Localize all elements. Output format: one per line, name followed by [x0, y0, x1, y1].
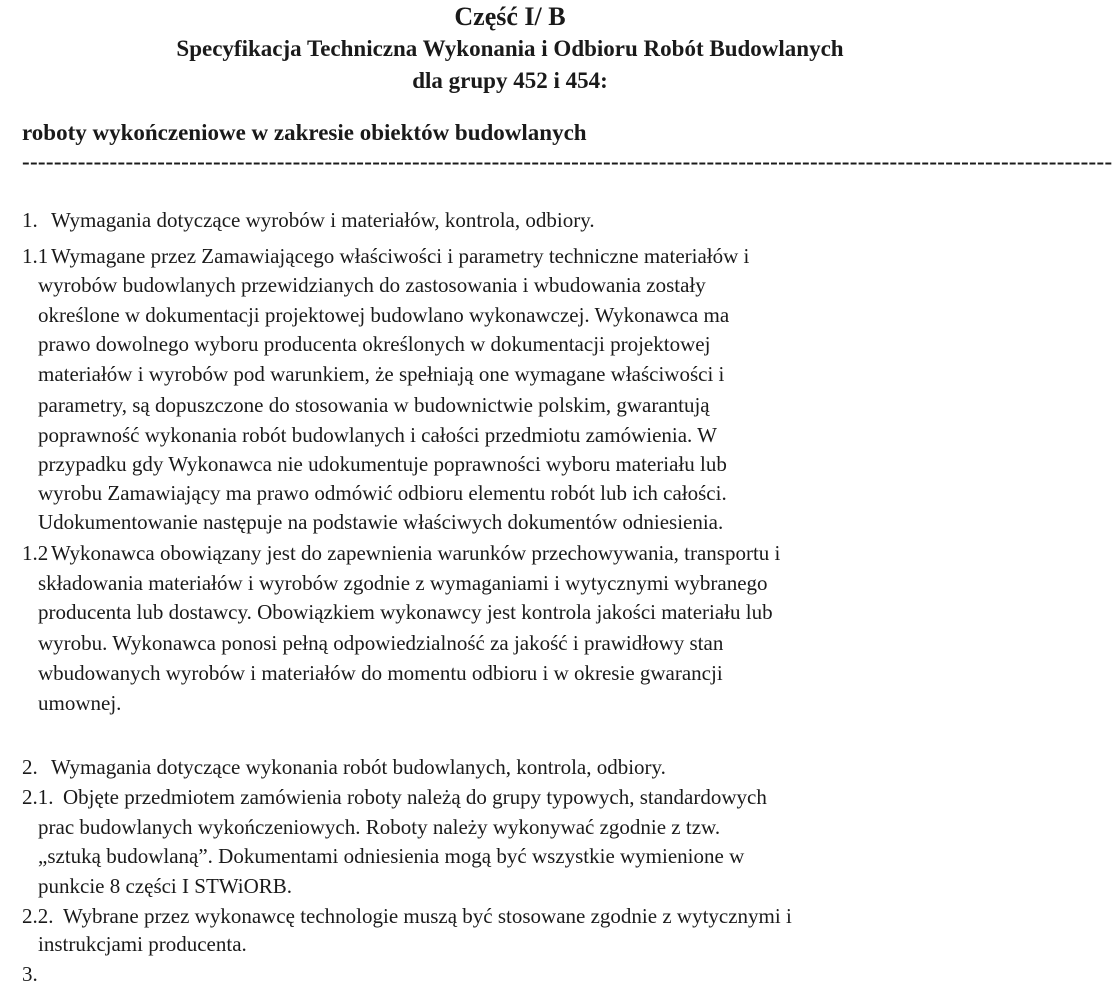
subject-line: roboty wykończeniowe w zakresie obiektów budowlanych: [22, 120, 587, 145]
group-line: dla grupy 452 i 454:: [412, 68, 608, 93]
paragraph-2-1-number: 2.1.: [22, 785, 54, 809]
paragraph-1-1-line: wyrobów budowlanych przewidzianych do zastosowania i wbudowania zostały: [38, 273, 706, 297]
paragraph-1-1-line: przypadku gdy Wykonawca nie udokumentuje poprawności wyboru materiału lub: [38, 452, 727, 476]
paragraph-2-1-line: „sztuką budowlaną”. Dokumentami odniesienia mogą być wszystkie wymienione w: [38, 844, 745, 868]
paragraph-1-2-line: umownej.: [38, 691, 122, 715]
paragraph-1-2-line: wyrobu. Wykonawca ponosi pełną odpowiedzialność za jakość i prawidłowy stan: [38, 631, 724, 655]
paragraph-2-2-line: Wybrane przez wykonawcę technologie muszą być stosowane zgodnie z wytycznymi i: [63, 904, 792, 928]
separator-line: -----------------------------------------------------------------------------------------------------------------------------------------: [22, 149, 1112, 174]
document-title: Specyfikacja Techniczna Wykonania i Odbioru Robót Budowlanych: [176, 36, 844, 61]
section-1-number: 1.: [22, 208, 38, 232]
paragraph-1-1-line: poprawność wykonania robót budowlanych i całości przedmiotu zamówienia. W: [38, 423, 718, 447]
paragraph-1-2-line: wbudowanych wyrobów i materiałów do momentu odbioru i w okresie gwarancji: [38, 661, 723, 685]
paragraph-1-2-line: producenta lub dostawcy. Obowiązkiem wykonawcy jest kontrola jakości materiału lub: [38, 600, 773, 624]
paragraph-1-1-line: określone w dokumentacji projektowej budowlano wykonawczej. Wykonawca ma: [38, 303, 730, 327]
section-3-number: 3.: [22, 962, 38, 986]
paragraph-1-2-number: 1.2: [22, 541, 49, 565]
paragraph-1-1-line: parametry, są dopuszczone do stosowania w budownictwie polskim, gwarantują: [38, 393, 710, 417]
paragraph-2-1-line: prac budowlanych wykończeniowych. Roboty należy wykonywać zgodnie z tzw.: [38, 815, 721, 839]
section-1-heading: Wymagania dotyczące wyrobów i materiałów, kontrola, odbiory.: [51, 208, 595, 232]
section-2-number: 2.: [22, 755, 38, 779]
paragraph-1-1-line: prawo dowolnego wyboru producenta określonych w dokumentacji projektowej: [38, 332, 711, 356]
section-2-heading: Wymagania dotyczące wykonania robót budowlanych, kontrola, odbiory.: [51, 755, 666, 779]
paragraph-1-1-line: materiałów i wyrobów pod warunkiem, że spełniają one wymagane właściwości i: [38, 362, 725, 386]
paragraph-1-1-line: wyrobu Zamawiający ma prawo odmówić odbioru elementu robót lub ich całości.: [38, 481, 727, 505]
paragraph-1-1-line: Udokumentowanie następuje na podstawie właściwych dokumentów odniesienia.: [38, 510, 724, 534]
paragraph-2-1-line: Objęte przedmiotem zamówienia roboty należą do grupy typowych, standardowych: [63, 785, 767, 809]
paragraph-2-2-line: instrukcjami producenta.: [38, 932, 247, 956]
paragraph-2-1-line: punkcie 8 części I STWiORB.: [38, 874, 293, 898]
paragraph-1-1-number: 1.1: [22, 244, 49, 268]
paragraph-2-2-number: 2.2.: [22, 904, 54, 928]
paragraph-1-1-line: Wymagane przez Zamawiającego właściwości i parametry techniczne materiałów i: [51, 244, 750, 268]
part-title: Część I/ B: [454, 2, 566, 31]
paragraph-1-2-line: składowania materiałów i wyrobów zgodnie z wymaganiami i wytycznymi wybranego: [38, 571, 768, 595]
paragraph-1-2-line: Wykonawca obowiązany jest do zapewnienia warunków przechowywania, transportu i: [51, 541, 781, 565]
